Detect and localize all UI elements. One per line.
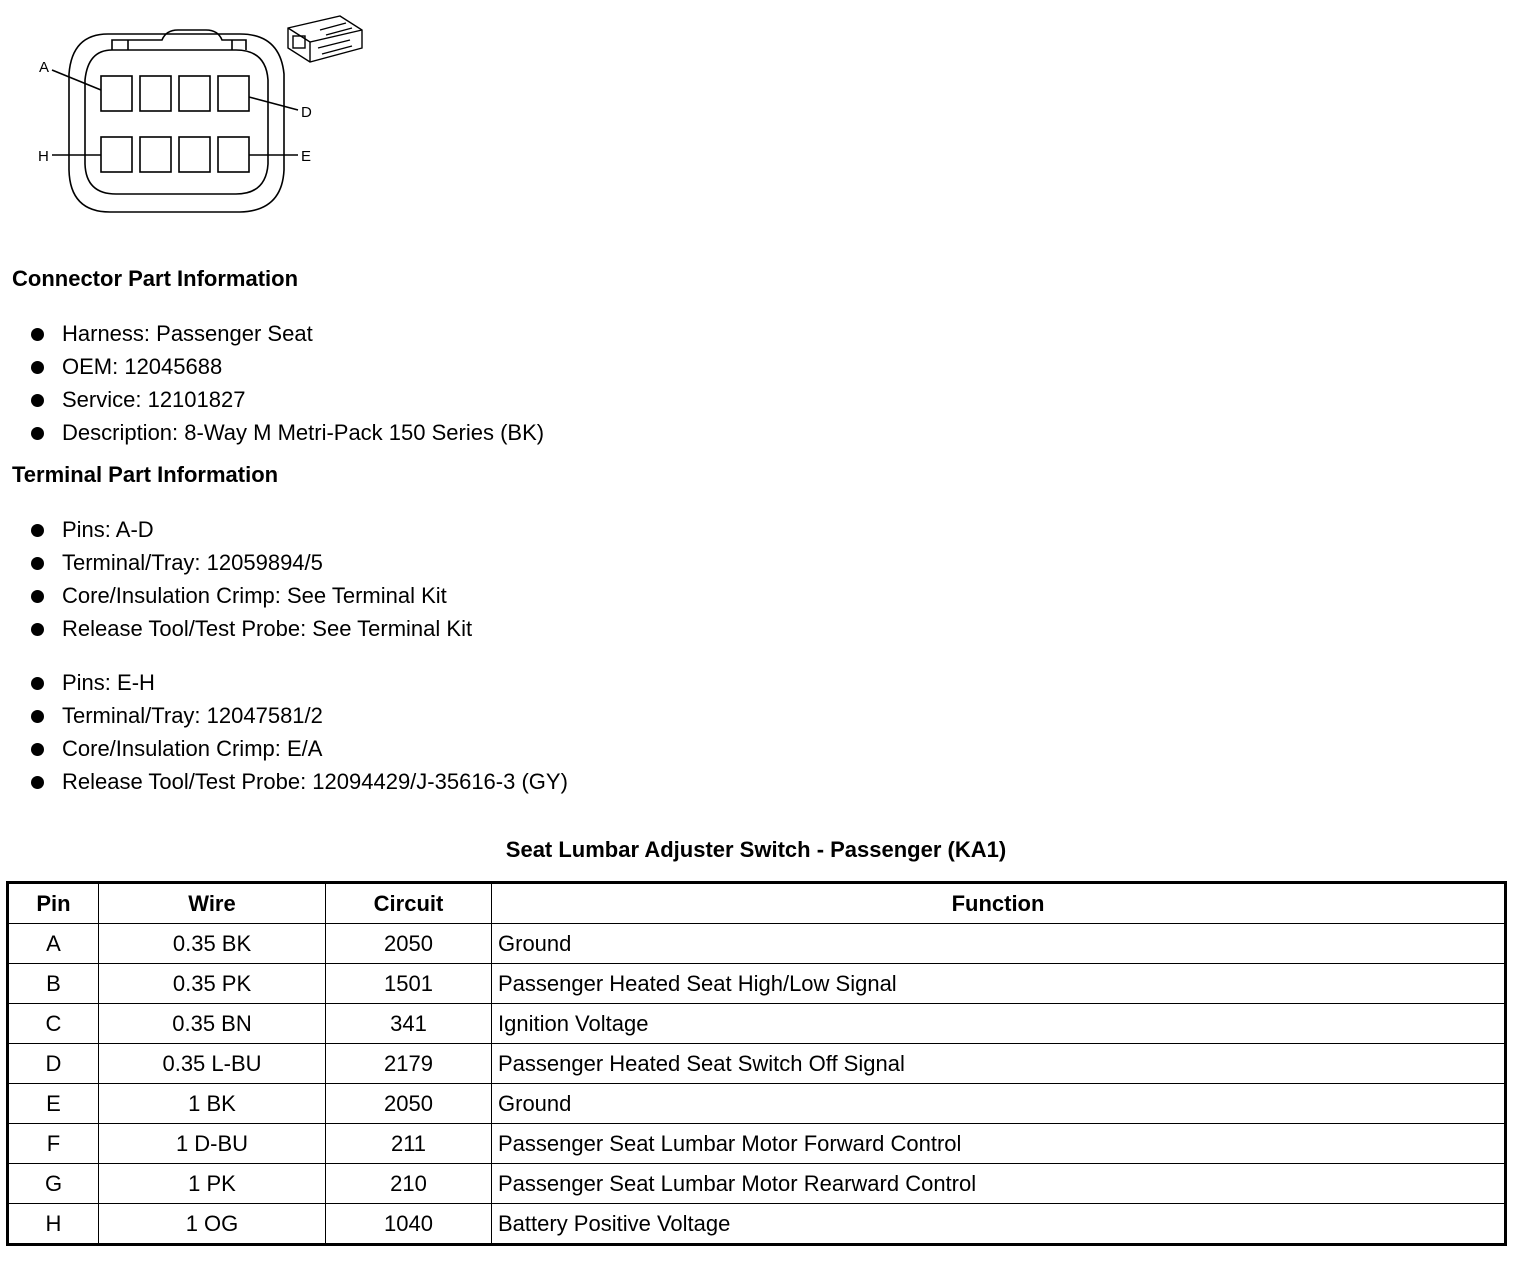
cell-pin: C (8, 1004, 99, 1044)
cell-wire: 1 OG (99, 1204, 326, 1245)
list-item: Pins: E-H (28, 666, 568, 699)
cell-function: Passenger Seat Lumbar Motor Rearward Control (492, 1164, 1506, 1204)
terminal-list-group-2 (28, 666, 568, 798)
terminal-part-heading: Terminal Part Information (12, 462, 279, 487)
cell-circuit: 2050 (326, 1084, 492, 1124)
list-item: Release Tool/Test Probe: See Terminal Kit (28, 612, 472, 645)
table-row (8, 1004, 1506, 1044)
label-a: A (39, 59, 50, 76)
cell-wire: 0.35 L-BU (99, 1044, 326, 1084)
header-wire: Wire (99, 883, 326, 924)
cell-pin: A (8, 924, 99, 964)
terminal-list-group-1 (28, 513, 472, 645)
cavity-d (218, 76, 249, 111)
cell-wire: 1 BK (99, 1084, 326, 1124)
list-item: Harness: Passenger Seat (28, 317, 544, 350)
connector-diagram (0, 0, 400, 225)
cavity-b (140, 76, 171, 111)
table-row (8, 1164, 1506, 1204)
header-pin: Pin (8, 883, 99, 924)
cell-circuit: 1040 (326, 1204, 492, 1245)
connector-thumbnail-icon (288, 16, 362, 62)
cell-circuit: 1501 (326, 964, 492, 1004)
label-e: E (301, 148, 312, 165)
cell-function: Passenger Seat Lumbar Motor Forward Control (492, 1124, 1506, 1164)
label-h: H (38, 148, 49, 165)
cavity-a (101, 76, 132, 111)
cell-wire: 1 D-BU (99, 1124, 326, 1164)
list-item: Pins: A-D (28, 513, 472, 546)
cell-pin: D (8, 1044, 99, 1084)
list-item: Core/Insulation Crimp: E/A (28, 732, 568, 765)
cell-function: Passenger Heated Seat High/Low Signal (492, 964, 1506, 1004)
label-d: D (301, 104, 312, 121)
cell-pin: E (8, 1084, 99, 1124)
list-item: Terminal/Tray: 12059894/5 (28, 546, 472, 579)
cell-function: Battery Positive Voltage (492, 1204, 1506, 1245)
connector-part-heading: Connector Part Information (12, 266, 299, 291)
cell-circuit: 210 (326, 1164, 492, 1204)
list-item: Terminal/Tray: 12047581/2 (28, 699, 568, 732)
header-function: Function (492, 883, 1506, 924)
cell-pin: H (8, 1204, 99, 1245)
leader-d (249, 97, 298, 110)
cavity-e (218, 137, 249, 172)
cell-wire: 0.35 BK (99, 924, 326, 964)
cavity-g (140, 137, 171, 172)
list-item: Service: 12101827 (28, 383, 544, 416)
table-row (8, 1124, 1506, 1164)
leader-a (52, 70, 101, 90)
cavity-h (101, 137, 132, 172)
table-row (8, 1204, 1506, 1245)
list-item: OEM: 12045688 (28, 350, 544, 383)
cell-wire: 0.35 BN (99, 1004, 326, 1044)
cell-wire: 1 PK (99, 1164, 326, 1204)
connector-latch (112, 30, 246, 50)
cell-pin: B (8, 964, 99, 1004)
table-row (8, 1044, 1506, 1084)
cell-wire: 0.35 PK (99, 964, 326, 1004)
table-header-row (8, 883, 1506, 924)
table-row (8, 924, 1506, 964)
cell-circuit: 341 (326, 1004, 492, 1044)
cell-function: Passenger Heated Seat Switch Off Signal (492, 1044, 1506, 1084)
cell-circuit: 2179 (326, 1044, 492, 1084)
list-item: Release Tool/Test Probe: 12094429/J-35616-3 (GY) (28, 765, 568, 798)
pinout-table (6, 881, 1507, 1246)
table-row (8, 1084, 1506, 1124)
cavity-c (179, 76, 210, 111)
cell-function: Ground (492, 924, 1506, 964)
list-item: Core/Insulation Crimp: See Terminal Kit (28, 579, 472, 612)
list-item: Description: 8-Way M Metri-Pack 150 Series (BK) (28, 416, 544, 449)
cavity-f (179, 137, 210, 172)
cell-circuit: 2050 (326, 924, 492, 964)
cell-pin: F (8, 1124, 99, 1164)
connector-part-list (28, 317, 544, 449)
header-circuit: Circuit (326, 883, 492, 924)
cell-function: Ground (492, 1084, 1506, 1124)
cell-function: Ignition Voltage (492, 1004, 1506, 1044)
cell-circuit: 211 (326, 1124, 492, 1164)
table-row (8, 964, 1506, 1004)
cell-pin: G (8, 1164, 99, 1204)
connector-housing-outer (69, 34, 284, 212)
table-title: Seat Lumbar Adjuster Switch - Passenger (KA1) (505, 837, 1007, 862)
